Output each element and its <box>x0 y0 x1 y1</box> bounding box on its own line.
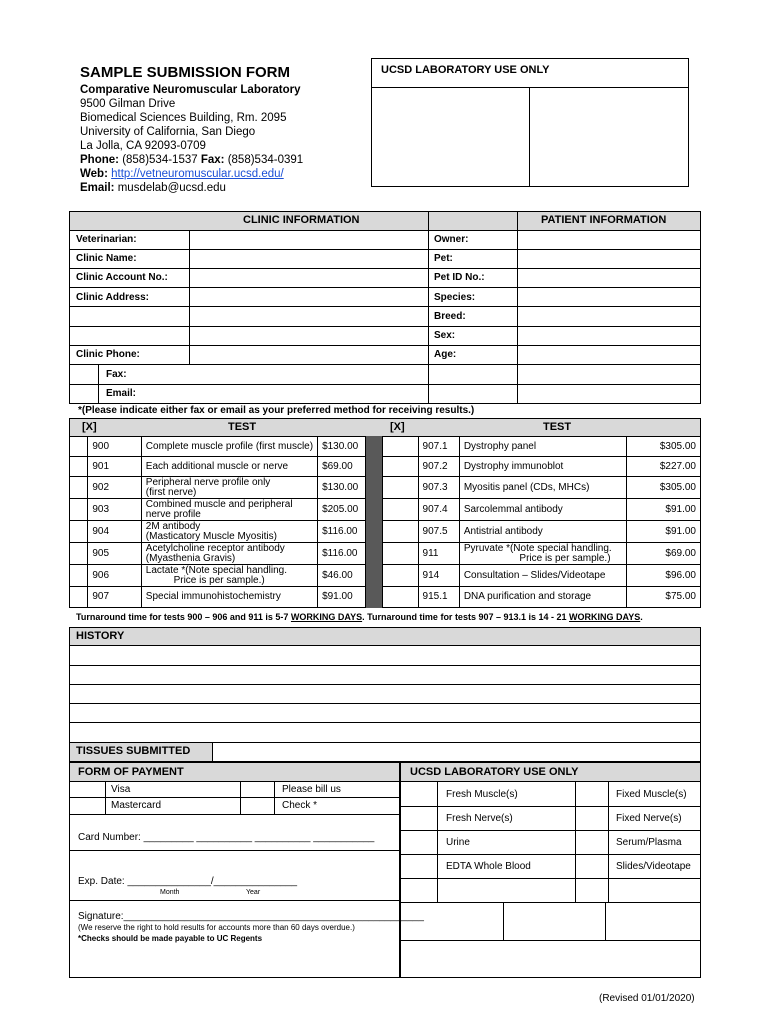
urine-label: Urine <box>446 837 470 848</box>
pet-id-label: Pet ID No.: <box>434 272 485 283</box>
test-price: $305.00 <box>626 477 700 499</box>
phone-line <box>80 153 303 167</box>
fixed-muscle-checkbox[interactable] <box>576 782 607 805</box>
turnaround-text: Turnaround time for tests 900 – 906 and 911 is 5-7 <box>76 612 291 622</box>
age-label: Age: <box>434 349 457 360</box>
web-label: Web: <box>80 168 108 180</box>
lab-address <box>80 83 303 195</box>
web-link[interactable]: http://vetneuromuscular.ucsd.edu/ <box>111 168 284 180</box>
test-row <box>70 457 366 477</box>
email-value: musdelab@ucsd.edu <box>117 182 226 194</box>
pet-id-input[interactable] <box>518 269 700 286</box>
test-code: 914 <box>418 565 459 587</box>
test-price: $46.00 <box>318 565 366 587</box>
clinic-name-label: Clinic Name: <box>76 253 137 264</box>
email-label: Email: <box>80 182 115 194</box>
address-line: 9500 Gilman Drive <box>80 98 176 110</box>
breed-input[interactable] <box>518 307 700 325</box>
fixed-muscle-label: Fixed Muscle(s) <box>616 789 687 800</box>
tests-header-bg <box>70 419 700 436</box>
revised-date: (Revised 01/01/2020) <box>599 993 695 1004</box>
test-row <box>70 521 366 543</box>
test-price: $205.00 <box>318 499 366 521</box>
web-line <box>80 167 303 181</box>
test-price: $116.00 <box>318 543 366 565</box>
test-checkbox[interactable] <box>70 521 88 543</box>
signature-field[interactable]: Signature:______________________________________________________ <box>78 911 424 922</box>
fresh-muscle-checkbox[interactable] <box>401 782 436 805</box>
test-price: $91.00 <box>318 587 366 608</box>
payment-title: FORM OF PAYMENT <box>78 766 184 778</box>
address-line: La Jolla, CA 92093-0709 <box>80 140 206 152</box>
clinic-account-input[interactable] <box>190 269 427 286</box>
test-name: 2M antibody (Masticatory Muscle Myositis) <box>141 521 317 543</box>
test-code: 915.1 <box>418 587 459 608</box>
species-label: Species: <box>434 292 476 303</box>
test-price: $96.00 <box>626 565 700 587</box>
urine-checkbox[interactable] <box>401 831 436 853</box>
check-checkbox[interactable] <box>241 798 273 813</box>
edta-label: EDTA Whole Blood <box>446 861 531 872</box>
test-name: Antistrial antibody <box>459 521 626 543</box>
lab-use-title-2: UCSD LABORATORY USE ONLY <box>410 766 579 778</box>
check-label: Check * <box>282 800 318 811</box>
mastercard-label: Mastercard <box>111 800 162 811</box>
fresh-muscle-label: Fresh Muscle(s) <box>446 789 518 800</box>
pet-input[interactable] <box>518 250 700 267</box>
test-row <box>383 457 701 477</box>
test-name: Lactate *(Note special handling. Price is per sample.) <box>141 565 317 587</box>
test-checkbox[interactable] <box>383 565 419 587</box>
owner-input[interactable] <box>518 231 700 248</box>
test-code: 907 <box>88 587 141 608</box>
test-code: 904 <box>88 521 141 543</box>
sex-input[interactable] <box>518 327 700 344</box>
slides-label: Slides/Videotape <box>616 861 691 872</box>
lab-use-field[interactable] <box>531 88 688 186</box>
phone-value: (858)534-1537 <box>122 154 198 166</box>
clinic-fax-label: Fax: <box>106 369 127 380</box>
lab-use-field[interactable] <box>372 88 528 186</box>
test-checkbox[interactable] <box>383 457 419 477</box>
test-price: $116.00 <box>318 521 366 543</box>
test-row <box>70 477 366 499</box>
test-checkbox[interactable] <box>383 587 419 608</box>
test-row <box>383 521 701 543</box>
test-price: $91.00 <box>626 521 700 543</box>
test-code: 907.3 <box>418 477 459 499</box>
history-header-bg <box>70 628 700 645</box>
test-row <box>70 499 366 521</box>
card-number-field[interactable]: Card Number: _________ __________ __________ ___________ <box>78 832 375 843</box>
test-row <box>383 499 701 521</box>
test-row <box>383 437 701 457</box>
fax-value: (858)534-0391 <box>227 154 304 166</box>
test-checkbox[interactable] <box>70 587 88 608</box>
test-name: Myositis panel (CDs, MHCs) <box>459 477 626 499</box>
bill-us-checkbox[interactable] <box>241 782 273 796</box>
test-code: 911 <box>418 543 459 565</box>
age-input[interactable] <box>518 346 700 363</box>
test-price: $130.00 <box>318 437 366 457</box>
history-input[interactable] <box>70 646 700 742</box>
test-checkbox[interactable] <box>383 499 419 521</box>
test-name: DNA purification and storage <box>459 587 626 608</box>
serum-checkbox[interactable] <box>576 831 607 853</box>
turnaround-text: . Turnaround time for tests 907 – 913.1 is 14 - 21 <box>362 612 570 622</box>
lab-use-title: UCSD LABORATORY USE ONLY <box>381 64 550 76</box>
test-name: Acetylcholine receptor antibody (Myasthenia Gravis) <box>141 543 317 565</box>
tests-table-left <box>69 436 366 608</box>
test-code: 901 <box>88 457 141 477</box>
test-checkbox[interactable] <box>383 543 419 565</box>
test-name: Sarcolemmal antibody <box>459 499 626 521</box>
test-code: 900 <box>88 437 141 457</box>
test-checkbox[interactable] <box>70 565 88 587</box>
visa-label: Visa <box>111 784 131 795</box>
tests-table-right <box>382 436 701 608</box>
test-row <box>70 543 366 565</box>
owner-label: Owner: <box>434 234 469 245</box>
history-title: HISTORY <box>76 630 125 642</box>
address-line: Biomedical Sciences Building, Rm. 2095 <box>80 112 287 124</box>
checks-note: *Checks should be made payable to UC Regents <box>78 934 263 943</box>
clinic-phone-input[interactable] <box>190 346 427 363</box>
test-price: $130.00 <box>318 477 366 499</box>
test-code: 905 <box>88 543 141 565</box>
patient-info-title: PATIENT INFORMATION <box>541 214 667 226</box>
test-code: 902 <box>88 477 141 499</box>
test-row <box>383 587 701 608</box>
test-name: Pyruvate *(Note special handling. Price is per sample.) <box>459 543 626 565</box>
mastercard-checkbox[interactable] <box>70 798 104 813</box>
test-name: Each additional muscle or nerve <box>141 457 317 477</box>
bill-us-label: Please bill us <box>282 784 341 795</box>
species-input[interactable] <box>518 288 700 305</box>
fresh-nerve-label: Fresh Nerve(s) <box>446 813 513 824</box>
test-row <box>383 565 701 587</box>
veterinarian-input[interactable] <box>190 231 427 248</box>
test-code: 907.1 <box>418 437 459 457</box>
test-header-right: TEST <box>543 421 572 433</box>
turnaround-end: . <box>640 612 643 622</box>
address-line: University of California, San Diego <box>80 126 256 138</box>
test-name: Special immunohistochemistry <box>141 587 317 608</box>
test-price: $91.00 <box>626 499 700 521</box>
tissues-title: TISSUES SUBMITTED <box>76 745 191 757</box>
fresh-nerve-checkbox[interactable] <box>401 807 436 829</box>
exp-date-field[interactable]: Exp. Date: _______________/_______________ <box>78 876 298 887</box>
test-checkbox[interactable] <box>383 437 419 457</box>
month-label: Month <box>160 889 180 896</box>
serum-label: Serum/Plasma <box>616 837 682 848</box>
working-days: WORKING DAYS <box>569 612 641 622</box>
fixed-nerve-checkbox[interactable] <box>576 807 607 829</box>
column-separator <box>366 436 382 608</box>
test-checkbox[interactable] <box>70 457 88 477</box>
clinic-account-label: Clinic Account No.: <box>76 272 168 283</box>
test-name: Combined muscle and peripheral nerve profile <box>141 499 317 521</box>
test-row <box>383 477 701 499</box>
clinic-phone-label: Clinic Phone: <box>76 349 140 360</box>
test-row <box>383 543 701 565</box>
clinic-info-title: CLINIC INFORMATION <box>243 214 360 226</box>
test-row <box>70 587 366 608</box>
test-checkbox[interactable] <box>70 499 88 521</box>
clinic-address-label: Clinic Address: <box>76 292 149 303</box>
test-checkbox[interactable] <box>70 543 88 565</box>
test-name: Consultation – Slides/Videotape <box>459 565 626 587</box>
overdue-note: (We reserve the right to hold results for accounts more than 60 days overdue.) <box>78 923 355 932</box>
test-code: 903 <box>88 499 141 521</box>
divider <box>428 211 429 404</box>
x-header-left: [X] <box>82 421 97 433</box>
test-price: $227.00 <box>626 457 700 477</box>
tissues-input[interactable] <box>213 743 700 761</box>
test-name: Peripheral nerve profile only (first nerve) <box>141 477 317 499</box>
test-price: $75.00 <box>626 587 700 608</box>
test-name: Dystrophy immunoblot <box>459 457 626 477</box>
test-header-left: TEST <box>228 421 257 433</box>
test-code: 907.5 <box>418 521 459 543</box>
turnaround-note <box>76 612 643 622</box>
test-price: $69.00 <box>318 457 366 477</box>
visa-checkbox[interactable] <box>70 782 104 796</box>
clinic-name-input[interactable] <box>190 250 427 267</box>
org-name: Comparative Neuromuscular Laboratory <box>80 84 301 96</box>
form-title: SAMPLE SUBMISSION FORM <box>80 64 291 81</box>
test-code: 906 <box>88 565 141 587</box>
test-row <box>70 565 366 587</box>
test-checkbox[interactable] <box>383 477 419 499</box>
breed-label: Breed: <box>434 311 466 322</box>
divider <box>529 87 530 187</box>
phone-label: Phone: <box>80 154 119 166</box>
test-price: $69.00 <box>626 543 700 565</box>
preferred-method-note: *(Please indicate either fax or email as your preferred method for receiving results.) <box>78 405 475 416</box>
veterinarian-label: Veterinarian: <box>76 234 137 245</box>
test-checkbox[interactable] <box>70 437 88 457</box>
slides-checkbox[interactable] <box>576 855 607 877</box>
test-checkbox[interactable] <box>70 477 88 499</box>
test-name: Complete muscle profile (first muscle) <box>141 437 317 457</box>
test-code: 907.4 <box>418 499 459 521</box>
fax-label: Fax: <box>200 154 225 166</box>
year-label: Year <box>246 889 261 896</box>
test-name: Dystrophy panel <box>459 437 626 457</box>
edta-checkbox[interactable] <box>401 855 436 877</box>
test-row <box>70 437 366 457</box>
fixed-nerve-label: Fixed Nerve(s) <box>616 813 682 824</box>
test-price: $305.00 <box>626 437 700 457</box>
working-days: WORKING DAYS <box>290 612 363 622</box>
clinic-address-input[interactable] <box>190 288 427 305</box>
email-line <box>80 181 303 195</box>
clinic-email-label: Email: <box>106 388 137 399</box>
test-checkbox[interactable] <box>383 521 419 543</box>
sex-label: Sex: <box>434 330 456 341</box>
x-header-right: [X] <box>390 421 405 433</box>
test-code: 907.2 <box>418 457 459 477</box>
pet-label: Pet: <box>434 253 453 264</box>
